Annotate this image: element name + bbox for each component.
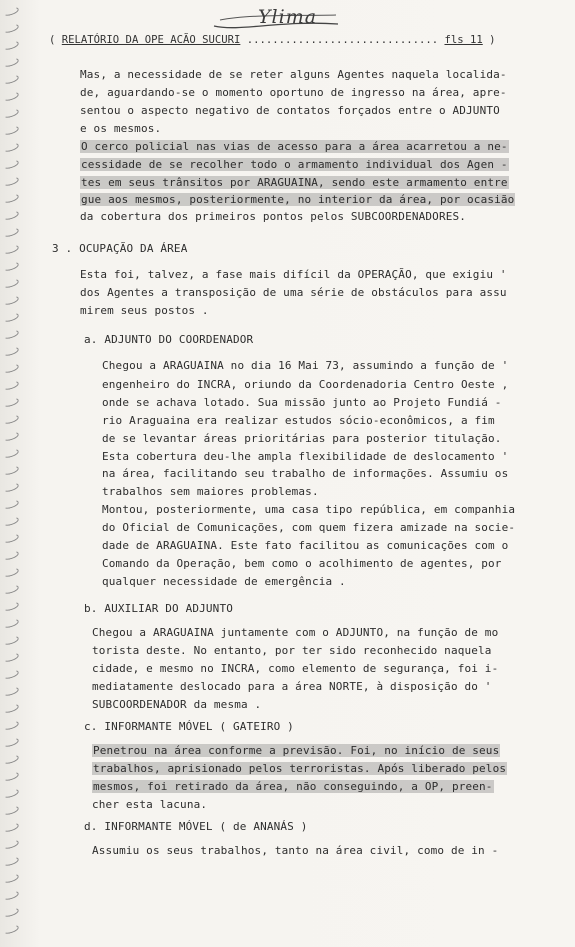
binding-hole bbox=[2, 448, 19, 460]
text-line: gue aos mesmos, posteriormente, no interior da área, por ocasião bbox=[81, 193, 515, 206]
binding-hole bbox=[2, 431, 19, 443]
text-line: dos Agentes a transposição de uma série de obstáculos para assu bbox=[80, 286, 507, 299]
binding-hole bbox=[2, 57, 19, 69]
spiral-binding bbox=[0, 0, 24, 947]
binding-hole bbox=[2, 397, 19, 409]
binding-hole bbox=[2, 193, 19, 205]
subsection-heading: a. ADJUNTO DO COORDENADOR bbox=[84, 333, 254, 346]
binding-hole bbox=[2, 142, 19, 154]
binding-hole bbox=[2, 839, 19, 851]
binding-hole bbox=[2, 805, 19, 817]
binding-hole bbox=[2, 635, 19, 647]
text-line: da cobertura dos primeiros pontos pelos SUBCOORDENADORES. bbox=[80, 210, 467, 223]
text-line: cessidade de se recolher todo o armamento individual dos Agen - bbox=[81, 158, 508, 171]
text-line: qualquer necessidade de emergência . bbox=[102, 575, 346, 588]
binding-hole bbox=[2, 312, 19, 324]
binding-hole bbox=[2, 346, 19, 358]
header-close-paren: ) bbox=[489, 34, 496, 46]
text-line: tes em seus trânsitos por ARAGUAINA, sendo este armamento entre bbox=[81, 176, 508, 189]
binding-hole bbox=[2, 686, 19, 698]
text-line: e os mesmos. bbox=[80, 122, 162, 135]
text-line: Mas, a necessidade de se reter alguns Agentes naquela localida- bbox=[80, 68, 507, 81]
text-line: Esta foi, talvez, a fase mais difícil da OPERAÇÃO, que exigiu ' bbox=[80, 268, 507, 281]
subsection-heading: c. INFORMANTE MÓVEL ( GATEIRO ) bbox=[84, 720, 294, 733]
binding-hole bbox=[2, 227, 19, 239]
text-line: rio Araguaina era realizar estudos sócio-econômicos, a fim bbox=[102, 414, 495, 427]
page-number: fls 11 bbox=[444, 34, 483, 46]
binding-hole bbox=[2, 788, 19, 800]
text-line: mesmos, foi retirado da área, não conseguindo, a OP, preen- bbox=[93, 780, 493, 793]
binding-hole bbox=[2, 856, 19, 868]
text-line: trabalhos, aprisionado pelos terroristas. Após liberado pelos bbox=[93, 762, 507, 775]
text-line: O cerco policial nas vias de acesso para a área acarretou a ne- bbox=[81, 140, 508, 153]
text-line: SUBCOORDENADOR da mesma . bbox=[92, 698, 262, 711]
binding-hole bbox=[2, 414, 19, 426]
binding-hole bbox=[2, 601, 19, 613]
binding-hole bbox=[2, 210, 19, 222]
binding-hole bbox=[2, 159, 19, 171]
binding-hole bbox=[2, 873, 19, 885]
signature: Ylima bbox=[258, 6, 318, 28]
text-line: Montou, posteriormente, uma casa tipo república, em companhia bbox=[102, 503, 516, 516]
binding-hole bbox=[2, 329, 19, 341]
binding-hole bbox=[2, 261, 19, 273]
binding-hole bbox=[2, 669, 19, 681]
text-line: cher esta lacuna. bbox=[92, 798, 208, 811]
text-line: mirem seus postos . bbox=[80, 304, 209, 317]
binding-hole bbox=[2, 295, 19, 307]
subsection-heading: d. INFORMANTE MÓVEL ( de ANANÁS ) bbox=[84, 820, 308, 833]
binding-hole bbox=[2, 465, 19, 477]
text-line: onde se achava lotado. Sua missão junto ao Projeto Fundiá - bbox=[102, 396, 502, 409]
binding-hole bbox=[2, 108, 19, 120]
text-line: Penetrou na área conforme a previsão. Foi, no início de seus bbox=[93, 744, 500, 757]
subsection-heading: b. AUXILIAR DO ADJUNTO bbox=[84, 602, 233, 615]
binding-hole bbox=[2, 890, 19, 902]
text-line: Chegou a ARAGUAINA juntamente com o ADJUNTO, na função de mo bbox=[92, 626, 499, 639]
binding-hole bbox=[2, 737, 19, 749]
binding-hole bbox=[2, 720, 19, 732]
header-dots: .............................. bbox=[240, 34, 439, 46]
binding-hole bbox=[2, 907, 19, 919]
text-line: engenheiro do INCRA, oriundo da Coordenadoria Centro Oeste , bbox=[102, 378, 509, 391]
text-line: torista deste. No entanto, por ter sido reconhecido naquela bbox=[92, 644, 492, 657]
binding-hole bbox=[2, 754, 19, 766]
text-line: de se levantar áreas prioritárias para posterior titulação. bbox=[102, 432, 502, 445]
binding-hole bbox=[2, 482, 19, 494]
binding-hole bbox=[2, 363, 19, 375]
text-line: Comando da Operação, bem como o acolhimento de agentes, por bbox=[102, 557, 502, 570]
binding-hole bbox=[2, 533, 19, 545]
text-line: sentou o aspecto negativo de contatos forçados entre o ADJUNTO bbox=[80, 104, 500, 117]
report-header bbox=[49, 34, 549, 46]
text-line: trabalhos sem maiores problemas. bbox=[102, 485, 319, 498]
text-line: cidade, e mesmo no INCRA, como elemento de segurança, foi i- bbox=[92, 662, 499, 675]
binding-hole bbox=[2, 567, 19, 579]
binding-hole bbox=[2, 822, 19, 834]
binding-hole bbox=[2, 618, 19, 630]
binding-hole bbox=[2, 550, 19, 562]
report-title: RELATÓRIO DA OPE ACÃO SUCURI bbox=[61, 34, 241, 46]
text-line: dade de ARAGUAINA. Este fato facilitou as comunicações com o bbox=[102, 539, 509, 552]
binding-hole bbox=[2, 652, 19, 664]
text-line: de, aguardando-se o momento oportuno de ingresso na área, apre- bbox=[80, 86, 507, 99]
binding-hole bbox=[2, 584, 19, 596]
binding-hole bbox=[2, 40, 19, 52]
binding-hole bbox=[2, 380, 19, 392]
binding-hole bbox=[2, 703, 19, 715]
binding-hole bbox=[2, 924, 19, 936]
binding-hole bbox=[2, 516, 19, 528]
text-line: mediatamente deslocado para a área NORTE, à disposição do ' bbox=[92, 680, 492, 693]
binding-hole bbox=[2, 91, 19, 103]
section-number: 3 . bbox=[52, 242, 73, 255]
binding-hole bbox=[2, 278, 19, 290]
binding-hole bbox=[2, 74, 19, 86]
binding-hole bbox=[2, 499, 19, 511]
text-line: na área, facilitando seu trabalho de informações. Assumiu os bbox=[102, 467, 509, 480]
section-heading bbox=[52, 242, 187, 255]
text-line: Chegou a ARAGUAINA no dia 16 Mai 73, assumindo a função de ' bbox=[102, 359, 509, 372]
binding-hole bbox=[2, 244, 19, 256]
binding-hole bbox=[2, 125, 19, 137]
text-line: Assumiu os seus trabalhos, tanto na área civil, como de in - bbox=[92, 844, 499, 857]
text-line: do Oficial de Comunicações, com quem fizera amizade na socie- bbox=[102, 521, 516, 534]
header-open-paren: ( bbox=[49, 34, 56, 46]
section-title: OCUPAÇÃO DA ÁREA bbox=[79, 242, 188, 255]
binding-hole bbox=[2, 771, 19, 783]
binding-hole bbox=[2, 23, 19, 35]
binding-hole bbox=[2, 6, 19, 18]
binding-hole bbox=[2, 176, 19, 188]
text-line: Esta cobertura deu-lhe ampla flexibilidade de deslocamento ' bbox=[102, 450, 509, 463]
